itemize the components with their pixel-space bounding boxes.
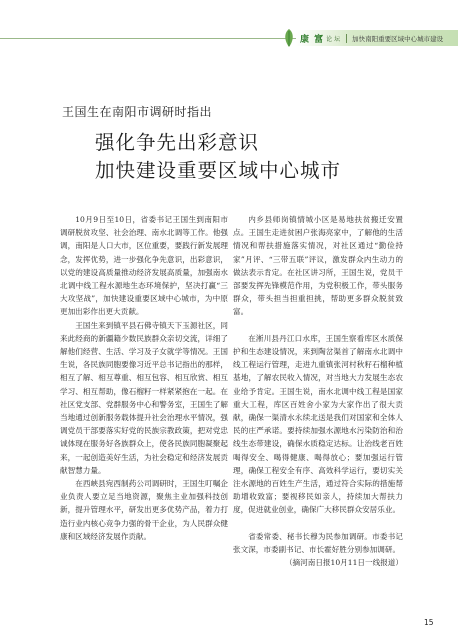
header-rule <box>0 38 296 39</box>
page-header <box>0 26 458 50</box>
article-column-right <box>233 213 403 569</box>
badge-brand: 康 富 <box>300 34 325 45</box>
leaf-icon <box>282 28 296 48</box>
article-column-left <box>60 213 228 543</box>
paragraph: 省委常委、秘书长穆为民参加调研。市委书记张文深，市委副书记、市长霍好胜分别参加调研。 <box>233 531 403 555</box>
article-source: （摘河南日报10月11日一线报道） <box>284 558 403 568</box>
badge-divider <box>346 34 347 43</box>
paragraph: 在西峡县宛西制药公司调研时，王国生叮嘱企业负责人要立足当地资源，聚焦主业加强科技创新，提升管理水平，研发出更多优势产品，着力打造行业内核心竞争力强的骨干企业，为人民群众健康和区域经济发展作贡献。 <box>60 479 228 541</box>
paragraph: 王国生来到镇平县石佛寺镇天下玉源社区，同来此经商的新疆籍少数民族群众亲切交流，详细了解他们经营、生活、学习及子女就学等情况。王国生说，各民族同胞要像习近平总书记指出的那样，相互了解、相互尊重、相互包容、相互欣赏、相互学习、相互帮助，像石榴籽一样紧紧抱在一起。在社区党支部、党群服务中心和警务室，王国生了解当地通过创新服务载体提升社会治理水平情况，强调党员干部要落实好党的民族宗教政策，把对党忠诚体现在服务好各族群众上，使各民族同胞凝聚起来，一起创造美好生活，为社会稳定和经济发展贡献智慧力量。 <box>60 320 228 475</box>
paragraph: 在淅川县丹江口水库，王国生察看库区水质保护和生态建设情况，来到陶岔渠首了解南水北调中线工程运行管理，走进九重镇张河村秋籽石榴种植基地，了解农民收入情况，对当地大力发展生态农业给予肯定。王国生说，南水北调中线工程是国家重大工程，库区百姓舍小家为大家作出了很大贡献，确保一渠清水永续北送是我们对国家和全体人民的庄严承诺。要持续加强水源地水污染防治和治线生态带建设，确保水质稳定达标。让治线老百姓喝得安全、喝得健康、喝得放心；要加强运行管理，确保工程安全有序、高效科学运行，要切实关注水源地的百姓生产生活，通过符合实际的措施帮助增收致富；要视移民如亲人，持续加大帮扶力度，促进就业创业，确保广大移民群众安居乐业。 <box>233 333 403 515</box>
page-number: 15 <box>424 618 434 627</box>
paragraph: 内乡县师岗镇情城小区是易地扶贫搬迁安置点。王国生走进贫困户张海亮家中，了解他的生活情况和帮扶措施落实情况，对社区通过“勤俭持家”月评、“三带五联”评议，激发群众内生动力的做法表示肯定。在社区讲习所，王国生说，党员干部要发挥先锋模范作用，为党积极工作，带头服务群众，带头担当担重担挑，帮助更多群众脱贫致富。 <box>233 215 403 317</box>
article-title-line-2: 加快建设重要区域中心城市 <box>95 159 342 182</box>
badge-section-title: 加快南阳重要区域中心城市建设 <box>352 34 444 43</box>
article-kicker: 王国生在南阳市调研时指出 <box>62 105 213 119</box>
article-title-line-1: 强化争先出彩意识 <box>95 131 260 154</box>
badge-brand-sub: 论 坛 <box>326 35 341 43</box>
article-title <box>95 129 341 185</box>
section-badge <box>296 30 458 46</box>
paragraph: 10月9日至10日，省委书记王国生到南阳市调研脱贫攻坚、社会治理、南水北调等工作。他强调，南阳是人口大市，区位重要，要践行新发展理念，发挥优势，进一步强化争先意识，出彩意识，以党的建设高质量推动经济发展高质量，加强南水北调中线工程水源地生态环境保护，坚决打赢“三大攻坚战”，加快建设重要区域中心城市，为中原更加出彩作出更大贡献。 <box>60 215 228 317</box>
